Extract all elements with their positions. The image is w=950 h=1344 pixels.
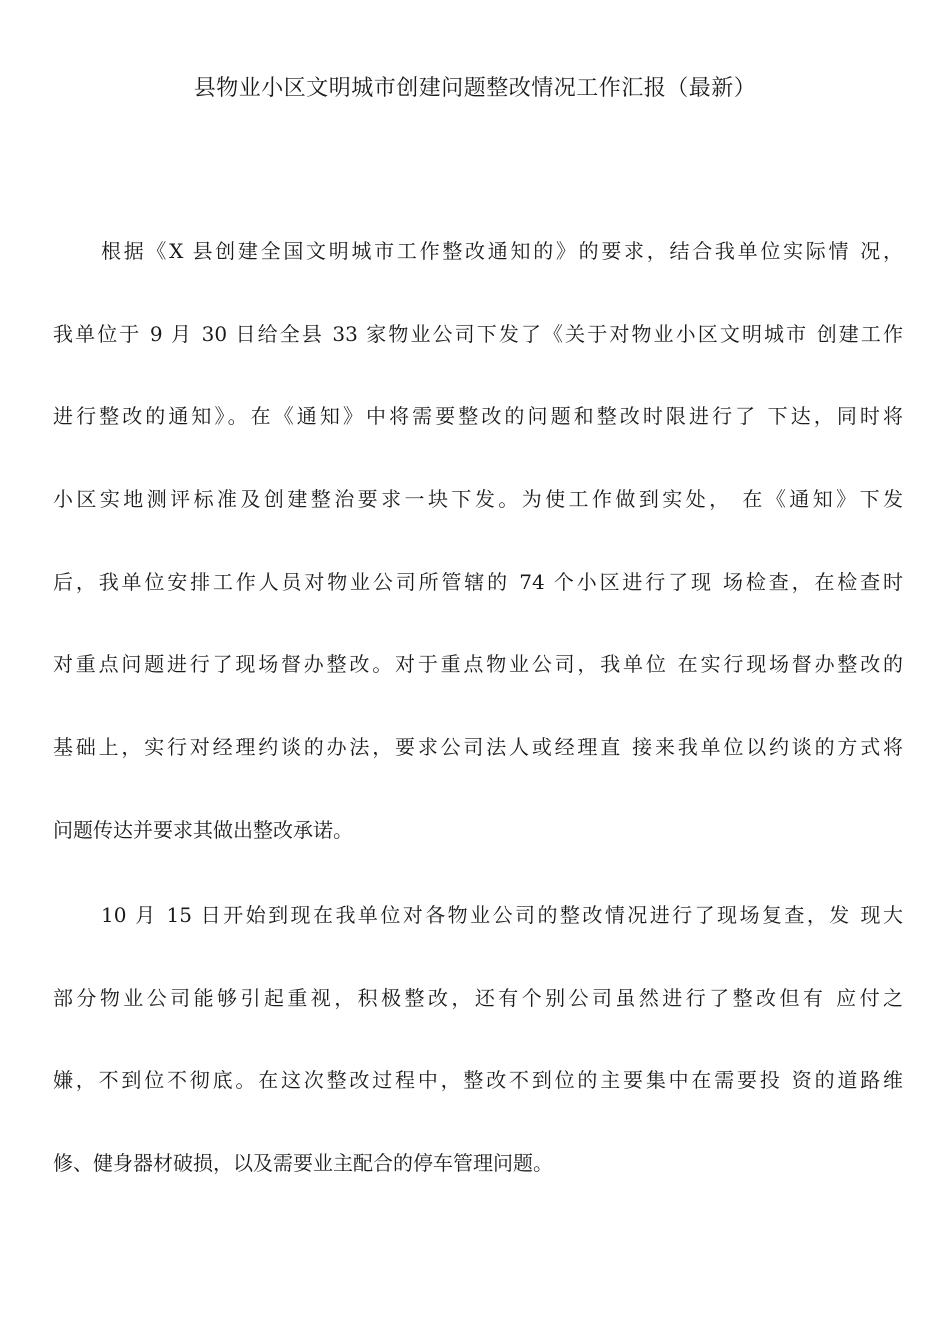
paragraph-line: 我单位于 9 月 30 日给全县 33 家物业公司下发了《关于对物业小区文明城市 创建工作 <box>53 321 903 346</box>
paragraph-2 <box>53 902 903 1233</box>
paragraph-line: 修、健身器材破损，以及需要业主配合的停车管理问题。 <box>53 1151 553 1176</box>
paragraph-line: 基础上，实行对经理约谈的办法，要求公司法人或经理直 接来我单位以约谈的方式将 <box>53 735 903 760</box>
paragraph-1 <box>53 238 903 900</box>
paragraph-line: 部分物业公司能够引起重视，积极整改，还有个别公司虽然进行了整改但有 应付之 <box>53 985 903 1010</box>
paragraph-line: 嫌，不到位不彻底。在这次整改过程中，整改不到位的主要集中在需要投 资的道路维 <box>53 1068 903 1093</box>
paragraph-line: 对重点问题进行了现场督办整改。对于重点物业公司，我单位 在实行现场督办整改的 <box>53 652 903 677</box>
paragraph-line: 后，我单位安排工作人员对物业公司所管辖的 74 个小区进行了现 场检查，在检查时 <box>53 569 903 594</box>
document-title: 县物业小区文明城市创建问题整改情况工作汇报（最新） <box>193 76 757 101</box>
paragraph-line: 问题传达并要求其做出整改承诺。 <box>53 817 353 842</box>
paragraph-line: 进行整改的通知》。在《通知》中将需要整改的问题和整改时限进行了 下达，同时将 <box>53 404 903 429</box>
paragraph-line: 小区实地测评标准及创建整治要求一块下发。为使工作做到实处， 在《通知》下发 <box>53 487 903 512</box>
paragraph-line: 10 月 15 日开始到现在我单位对各物业公司的整改情况进行了现场复查，发 现大 <box>101 903 903 927</box>
paragraph-line: 根据《X 县创建全国文明城市工作整改通知的》的要求，结合我单位实际情 况， <box>101 239 903 263</box>
